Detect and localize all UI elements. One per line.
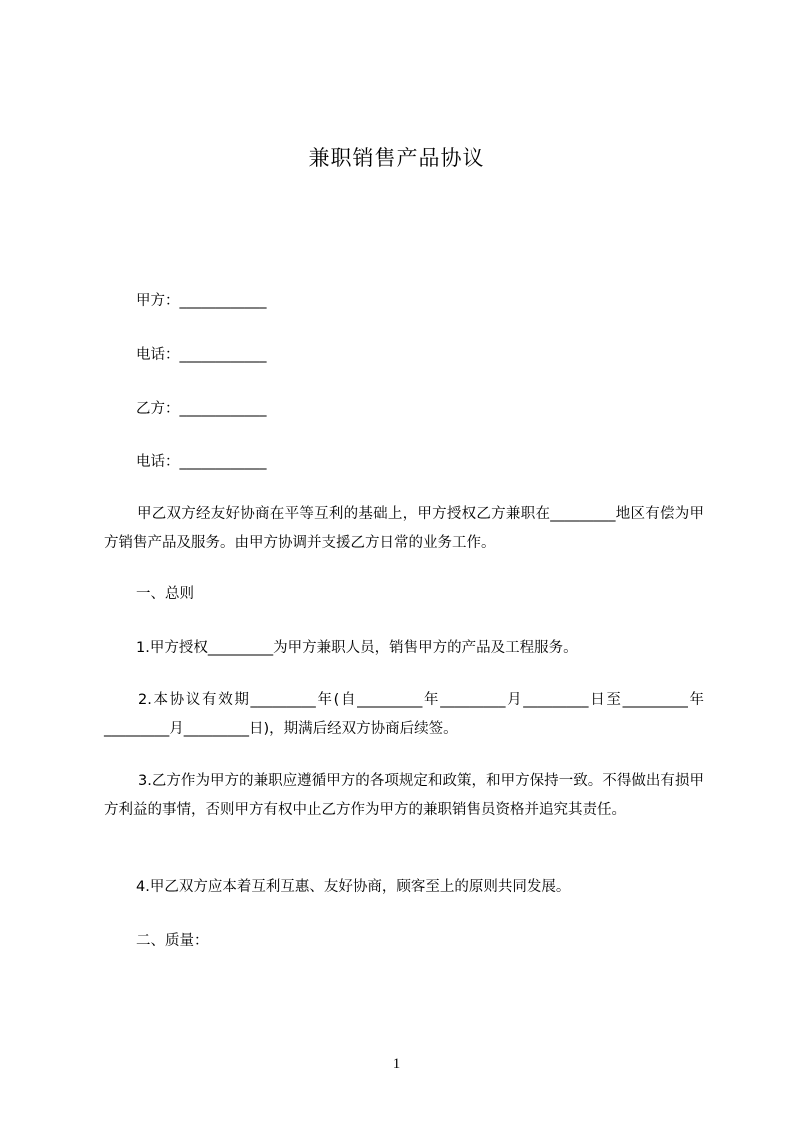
phone-a-field: 电话：____________ <box>136 347 267 363</box>
clause-2: 2.本协议有效期_________年(自_________年_________月_________日至_________年_________月_________日)，期满后经双方协商后续签。 <box>104 692 704 737</box>
intro-paragraph: 甲乙双方经友好协商在平等互利的基础上，甲方授权乙方兼职在_________地区有偿为甲方销售产品及服务。由甲方协调并支援乙方日常的业务工作。 <box>104 506 704 551</box>
party-a-field: 甲方：____________ <box>136 293 267 309</box>
section-2-heading: 二、质量： <box>136 933 209 949</box>
section-1-heading: 一、总则 <box>136 586 194 602</box>
page-number: 1 <box>392 1056 401 1072</box>
clause-3: 3.乙方作为甲方的兼职应遵循甲方的各项规定和政策，和甲方保持一致。不得做出有损甲方利益的事情，否则甲方有权中止乙方作为甲方的兼职销售员资格并追究其责任。 <box>104 773 704 818</box>
phone-b-field: 电话：____________ <box>136 454 267 470</box>
document-title: 兼职销售产品协议 <box>308 146 485 170</box>
party-b-field: 乙方：____________ <box>136 401 267 417</box>
clause-1: 1.甲方授权_________为甲方兼职人员，销售甲方的产品及工程服务。 <box>136 640 578 656</box>
clause-4: 4.甲乙双方应本着互利互惠、友好协商，顾客至上的原则共同发展。 <box>136 879 571 895</box>
